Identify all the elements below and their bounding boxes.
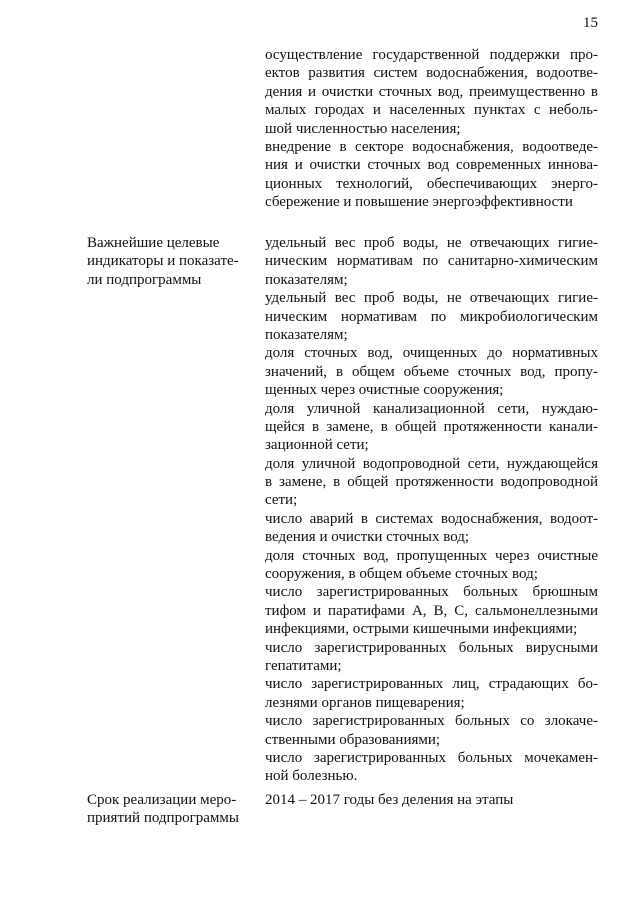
paragraph-line: доля уличной водопроводной сети, нуждающейся: [265, 455, 598, 472]
paragraph: [265, 289, 598, 344]
paragraph: [265, 344, 598, 399]
paragraph-line: шой численностью населения;: [265, 120, 461, 137]
paragraph-line: число зарегистрированных больных вирусными: [265, 639, 598, 656]
paragraph-line: ектов развития систем водоснабжения, водоотве-: [265, 65, 598, 82]
paragraph-line: удельный вес проб воды, не отвечающих гигие-: [265, 235, 598, 251]
paragraph-line: доля уличной канализационной сети, нуждаю-: [265, 400, 598, 417]
paragraph-line: число зарегистрированных больных мочекамен-: [265, 749, 598, 766]
paragraph-line: число зарегистрированных лиц, страдающих бо-: [265, 676, 598, 693]
paragraph-line: инфекциями, острыми кишечными инфекциями;: [265, 621, 578, 638]
paragraph-line: ной болезнью.: [265, 768, 358, 785]
paragraph-line: ния и очистки сточных вод современных иннова-: [265, 157, 598, 174]
paragraph-line: внедрение в секторе водоснабжения, водоотведе-: [265, 138, 598, 155]
paragraph-line: ведения и очистки сточных вод;: [265, 529, 470, 546]
section-content: [265, 46, 598, 212]
paragraph-line: в замене, в общей протяженности водопроводной: [265, 474, 598, 491]
section-label: [87, 791, 255, 828]
paragraph: [265, 712, 598, 749]
section-content: [265, 791, 598, 809]
paragraph-line: число аварий в системах водоснабжения, водоот-: [265, 510, 598, 527]
label-line: приятий подпрограммы: [87, 810, 239, 827]
paragraph-line: доля сточных вод, очищенных до нормативных: [265, 345, 598, 362]
paragraph: [265, 583, 598, 638]
paragraph: [265, 749, 598, 786]
paragraph-line: ническим нормативам по санитарно-химическим: [265, 253, 598, 270]
paragraph: [265, 400, 598, 455]
paragraph: [265, 234, 598, 289]
paragraph-line: ственными образованиями;: [265, 731, 441, 748]
paragraph-line: показателям;: [265, 271, 348, 288]
paragraph-line: сети;: [265, 492, 298, 509]
paragraph-line: сбережение и повышение энергоэффективности: [265, 194, 573, 211]
paragraph-line: удельный вес проб воды, не отвечающих гигие-: [265, 290, 598, 307]
paragraph-line: зационной сети;: [265, 437, 369, 454]
paragraph-line: показателям;: [265, 326, 348, 343]
paragraph: [265, 138, 598, 212]
paragraph: [265, 675, 598, 712]
paragraph-line: тифом и паратифами A, B, C, сальмонеллезными: [265, 602, 598, 619]
paragraph-line: щенных через очистные сооружения;: [265, 382, 504, 399]
paragraph-line: число зарегистрированных больных брюшным: [265, 584, 598, 601]
label-line: индикаторы и показате-: [87, 253, 239, 270]
paragraph-line: число зарегистрированных больных со злокаче-: [265, 713, 598, 730]
paragraph: [265, 547, 598, 584]
paragraph-line: лезнями органов пищеварения;: [265, 694, 465, 711]
paragraph: [265, 510, 598, 547]
paragraph: [265, 455, 598, 510]
paragraph-line: значений, в общем объеме сточных вод, пропу-: [265, 363, 598, 380]
paragraph-line: сооружения, в общем объеме сточных вод;: [265, 566, 538, 583]
paragraph: [265, 46, 598, 138]
paragraph-line: щейся в замене, в общей протяженности канали-: [265, 418, 598, 435]
paragraph: [265, 639, 598, 676]
paragraph-line: доля сточных вод, пропущенных через очистные: [265, 547, 598, 564]
section-label: [87, 234, 255, 289]
paragraph-line: осуществление государственной поддержки про-: [265, 47, 598, 63]
paragraph-line: ническим нормативам по микробиологическим: [265, 308, 598, 325]
paragraph-line: ционных технологий, обеспечивающих энерго-: [265, 175, 598, 192]
label-line: Срок реализации меро-: [87, 792, 237, 808]
paragraph: [265, 791, 598, 809]
paragraph-line: дения и очистки сточных вод, преимущественно в: [265, 83, 598, 100]
label-line: Важнейшие целевые: [87, 235, 220, 251]
paragraph-line: 2014 – 2017 годы без деления на этапы: [265, 792, 514, 808]
paragraph-line: гепатитами;: [265, 657, 342, 674]
label-line: ли подпрограммы: [87, 271, 202, 288]
page-number: 15: [583, 15, 598, 31]
section-content: [265, 234, 598, 786]
paragraph-line: малых городах и населенных пунктах с неболь-: [265, 102, 598, 119]
